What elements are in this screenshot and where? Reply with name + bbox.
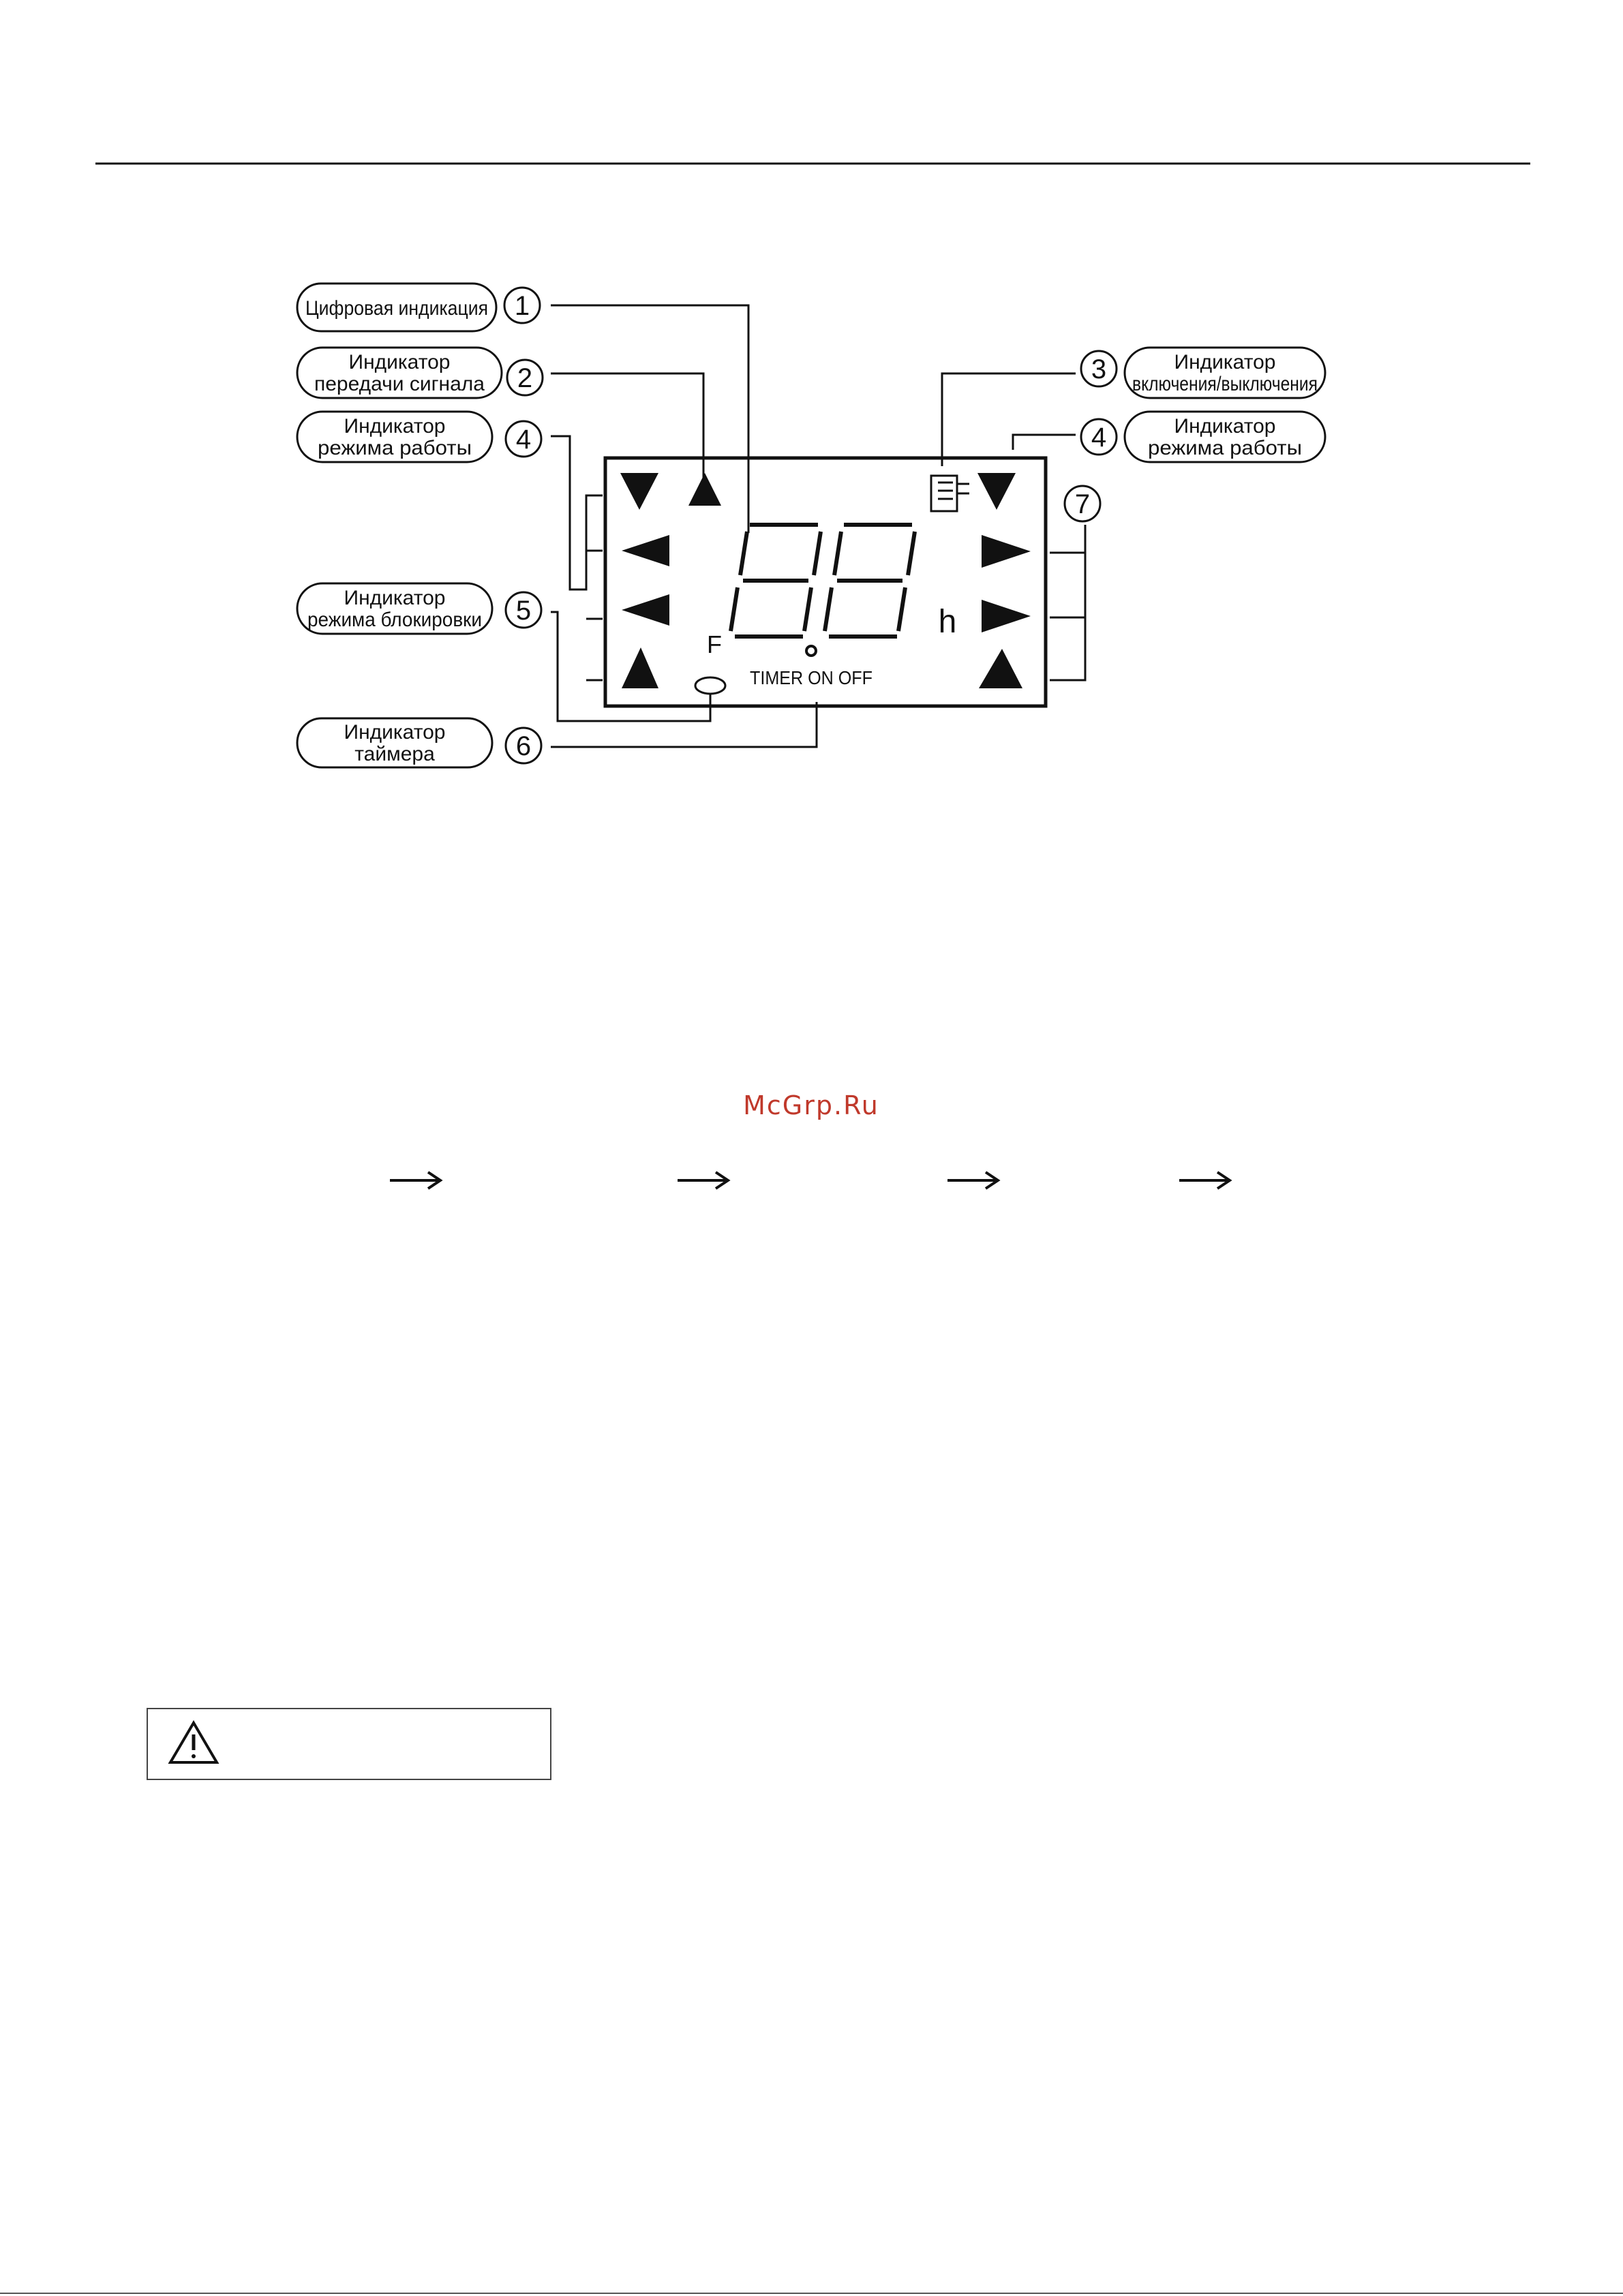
- seven-segment-digits: [731, 525, 915, 637]
- label-power-line1: Индикатор: [1174, 351, 1276, 373]
- leader-mode-right: [1013, 435, 1076, 450]
- leader-fan: [1050, 525, 1085, 680]
- lock-icon: [695, 677, 725, 694]
- watermark: McGrp.Ru: [743, 1090, 879, 1120]
- label-lock-line1: Индикатор: [344, 587, 446, 609]
- label-signal: [297, 348, 502, 398]
- lock-letter: F: [707, 630, 722, 658]
- mode-right-triangle-icon: [977, 473, 1016, 510]
- label-mode-right: [1125, 412, 1325, 462]
- triangle-left-icon-2: [622, 594, 669, 626]
- callout-number-1: 1: [514, 291, 530, 321]
- hour-unit: h: [938, 604, 957, 640]
- fan-speed-icons: [979, 535, 1031, 688]
- flow-arrows: [390, 1172, 1230, 1189]
- label-timer-line1: Индикатор: [344, 721, 446, 744]
- callout-number-2: 2: [517, 363, 533, 393]
- label-power-line2: включения/выключения: [1132, 373, 1318, 395]
- digit-2: [825, 525, 915, 637]
- label-timer: [297, 718, 492, 767]
- label-mode-left-line2: режима работы: [318, 437, 472, 459]
- label-signal-line2: передачи сигнала: [314, 373, 485, 395]
- label-digital-text: Цифровая индикация: [305, 297, 488, 320]
- triangle-down-icon: [620, 473, 658, 510]
- callout-number-4-left: 4: [515, 425, 532, 455]
- label-signal-line1: Индикатор: [348, 351, 451, 373]
- power-wave-icon: [931, 476, 969, 511]
- callout-number-4-right: 4: [1091, 423, 1107, 453]
- callout-number-6: 6: [515, 731, 532, 761]
- arrow-icon-2: [678, 1172, 728, 1189]
- label-lock: [297, 583, 492, 634]
- mode-icons-left: [620, 473, 669, 688]
- callout-number-5: 5: [515, 596, 532, 626]
- leader-signal: [551, 373, 703, 483]
- signal-triangle-icon: [688, 473, 721, 506]
- label-mode-right-line1: Индикатор: [1174, 415, 1276, 438]
- triangle-right-icon: [982, 535, 1031, 568]
- triangle-left-icon: [622, 535, 669, 566]
- digit-1: [731, 525, 821, 637]
- triangle-up-right-icon: [979, 649, 1022, 688]
- arrow-icon-4: [1179, 1172, 1230, 1189]
- decimal-point: [806, 646, 816, 656]
- leader-mode-left: [551, 436, 603, 590]
- label-digital: [297, 284, 496, 331]
- callout-number-3: 3: [1091, 354, 1107, 384]
- triangle-right-icon-2: [982, 600, 1031, 632]
- label-mode-left: [297, 412, 492, 462]
- label-timer-line2: таймера: [354, 743, 435, 765]
- label-power: [1125, 348, 1325, 398]
- triangle-up-icon: [622, 647, 658, 688]
- warning-box: [147, 1709, 551, 1779]
- label-mode-right-line2: режима работы: [1148, 437, 1302, 459]
- leader-power: [942, 373, 1076, 466]
- arrow-icon-1: [390, 1172, 440, 1189]
- callout-number-7: 7: [1074, 489, 1091, 519]
- label-mode-left-line1: Индикатор: [344, 415, 446, 438]
- timer-text: TIMER ON OFF: [750, 667, 873, 688]
- arrow-icon-3: [947, 1172, 998, 1189]
- leader-timer: [551, 702, 817, 747]
- leader-digital: [551, 305, 748, 533]
- label-lock-line2: режима блокировки: [307, 609, 482, 631]
